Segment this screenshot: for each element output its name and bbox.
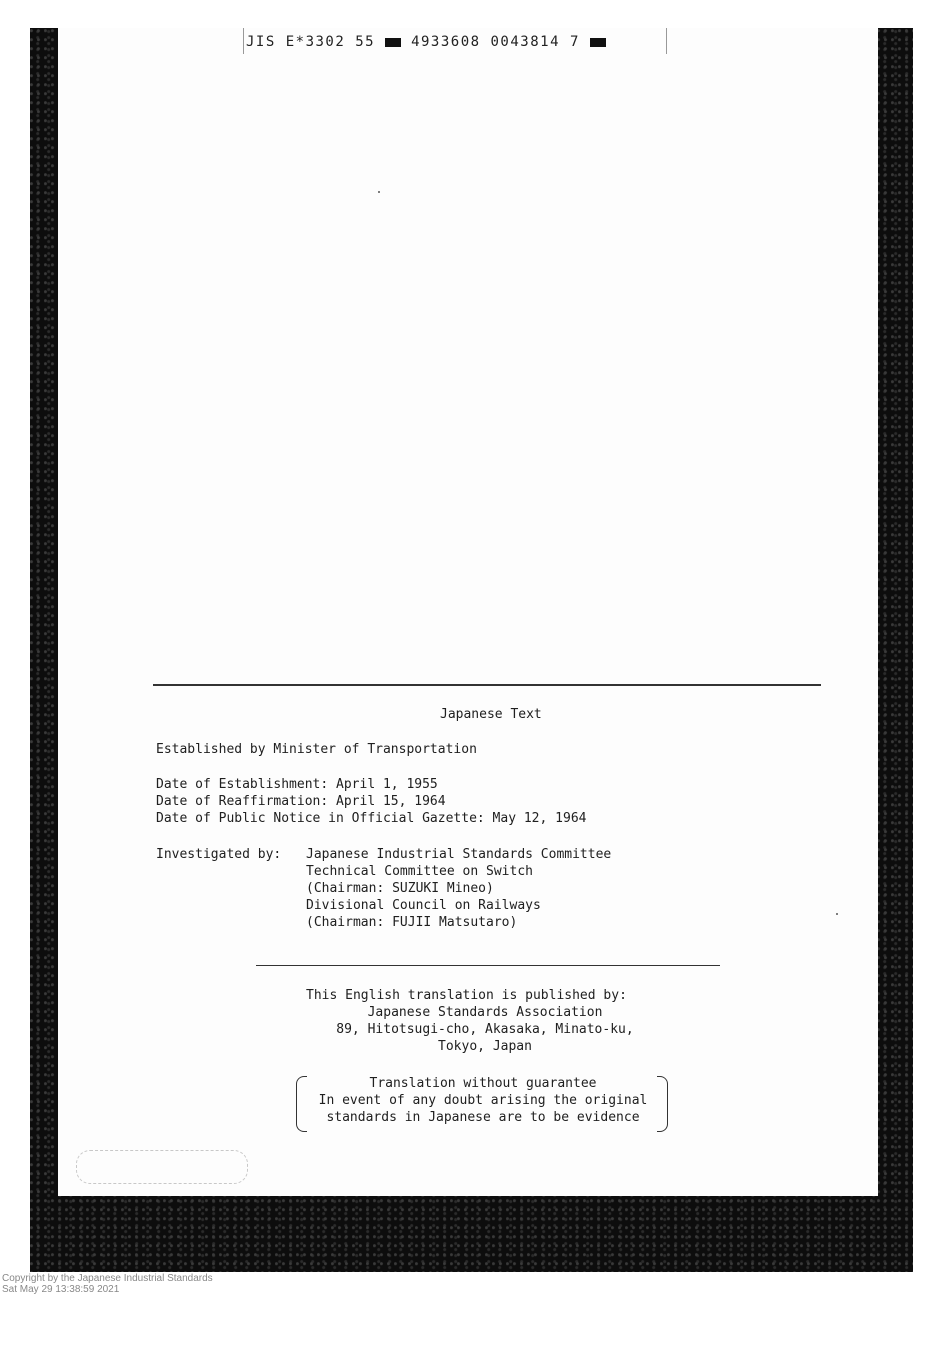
document-code-header — [246, 32, 606, 52]
publisher-name: Japanese Standards Association — [367, 1005, 603, 1020]
investigator-line: (Chairman: FUJII Matsutaro) — [306, 915, 518, 930]
publisher-city: Tokyo, Japan — [438, 1039, 532, 1054]
scan-speck — [836, 913, 838, 915]
faded-stamp — [76, 1150, 248, 1184]
barcode-block — [385, 38, 401, 47]
disclaimer-line: In event of any doubt arising the original — [318, 1093, 648, 1108]
date-of-public-notice: Date of Public Notice in Official Gazette: May 12, 1964 — [156, 811, 587, 826]
barcode-block — [590, 38, 606, 47]
section-divider-middle — [256, 965, 720, 966]
section-title: Japanese Text — [440, 707, 542, 722]
date-of-reaffirmation: Date of Reaffirmation: April 15, 1964 — [156, 794, 446, 809]
header-code-number: 4933608 0043814 7 — [411, 34, 580, 50]
disclaimer-line: Translation without guarantee — [369, 1076, 597, 1091]
disclaimer-line: standards in Japanese are to be evidence — [326, 1110, 640, 1125]
investigator-line: Divisional Council on Railways — [306, 898, 541, 913]
header-tick-left — [243, 28, 244, 54]
investigated-by-label: Investigated by: — [156, 847, 282, 862]
investigator-line: Technical Committee on Switch — [306, 864, 533, 879]
section-divider-top — [153, 684, 821, 686]
scan-speck — [378, 191, 380, 193]
header-code-prefix: JIS E*3302 55 — [246, 34, 376, 50]
investigator-line: Japanese Industrial Standards Committee — [306, 847, 612, 862]
publisher-intro: This English translation is published by: — [306, 988, 627, 1003]
established-by: Established by Minister of Transportation — [156, 742, 477, 757]
copyright-timestamp: Sat May 29 13:38:59 2021 — [2, 1284, 120, 1295]
header-tick-right — [666, 28, 667, 54]
date-of-establishment: Date of Establishment: April 1, 1955 — [156, 777, 438, 792]
copyright-footer — [2, 1273, 213, 1295]
publisher-address: 89, Hitotsugi-cho, Akasaka, Minato-ku, — [336, 1022, 634, 1037]
copyright-text: Copyright by the Japanese Industrial Standards — [2, 1273, 213, 1284]
investigator-line: (Chairman: SUZUKI Mineo) — [306, 881, 494, 896]
